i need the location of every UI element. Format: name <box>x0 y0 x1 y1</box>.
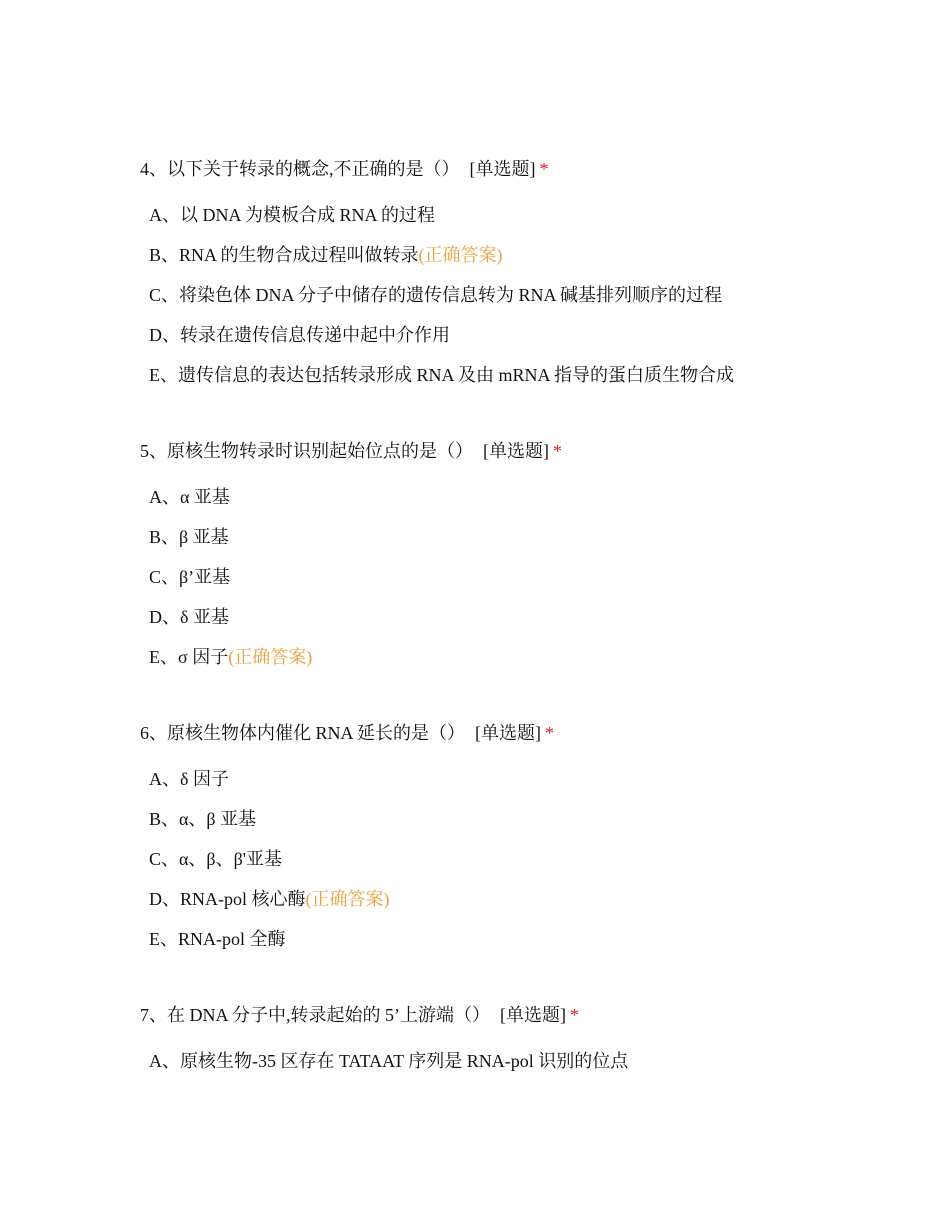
option-item[interactable] <box>140 243 900 267</box>
option-text: A、以 DNA 为模板合成 RNA 的过程 <box>149 205 436 225</box>
question-title <box>140 439 900 463</box>
option-item[interactable] <box>140 323 900 347</box>
option-text: B、RNA 的生物合成过程叫做转录 <box>149 245 419 265</box>
option-item[interactable] <box>140 605 900 629</box>
option-item[interactable] <box>140 203 900 227</box>
option-text: C、β’亚基 <box>149 567 231 587</box>
option-item[interactable] <box>140 565 900 589</box>
required-marker: * <box>545 723 555 743</box>
option-text: B、α、β 亚基 <box>149 809 257 829</box>
question-type-label: [单选题] <box>475 723 542 743</box>
option-text: C、α、β、β'亚基 <box>149 849 282 869</box>
option-text: C、将染色体 DNA 分子中储存的遗传信息转为 RNA 碱基排列顺序的过程 <box>149 285 723 305</box>
option-text: A、δ 因子 <box>149 769 229 789</box>
option-text: D、RNA-pol 核心酶 <box>149 889 306 909</box>
question-4 <box>140 157 900 403</box>
question-6 <box>140 721 900 967</box>
question-type-label: [单选题] <box>500 1005 566 1025</box>
option-list <box>140 1049 900 1073</box>
question-text: 4、以下关于转录的概念,不正确的是（） <box>140 159 460 179</box>
option-text: D、转录在遗传信息传递中起中介作用 <box>149 325 450 345</box>
option-item[interactable] <box>140 525 900 549</box>
question-text: 7、在 DNA 分子中,转录起始的 5’上游端（） <box>140 1005 490 1025</box>
option-text: A、α 亚基 <box>149 487 230 507</box>
option-item[interactable] <box>140 1049 900 1073</box>
required-marker: * <box>539 159 549 179</box>
correct-answer-tag: (正确答案) <box>305 889 390 909</box>
correct-answer-tag: (正确答案) <box>418 245 503 265</box>
option-item[interactable] <box>140 767 900 791</box>
option-list <box>140 767 900 951</box>
option-item[interactable] <box>140 927 900 951</box>
option-text: A、原核生物-35 区存在 TATAAT 序列是 RNA-pol 识别的位点 <box>149 1051 629 1071</box>
option-text: E、σ 因子 <box>149 647 229 667</box>
option-text: E、遗传信息的表达包括转录形成 RNA 及由 mRNA 指导的蛋白质生物合成 <box>149 365 735 385</box>
option-item[interactable] <box>140 807 900 831</box>
question-title <box>140 1003 900 1027</box>
option-text: E、RNA-pol 全酶 <box>149 929 286 949</box>
question-text: 5、原核生物转录时识别起始位点的是（） <box>140 441 473 461</box>
option-item[interactable] <box>140 645 900 669</box>
option-item[interactable] <box>140 283 900 307</box>
question-type-label: [单选题] <box>469 159 536 179</box>
option-text: B、β 亚基 <box>149 527 229 547</box>
option-list <box>140 485 900 669</box>
option-item[interactable] <box>140 485 900 509</box>
option-list <box>140 203 900 387</box>
required-marker: * <box>553 441 562 461</box>
question-title <box>140 721 900 745</box>
question-text: 6、原核生物体内催化 RNA 延长的是（） <box>140 723 466 743</box>
question-5 <box>140 439 900 685</box>
question-type-label: [单选题] <box>483 441 549 461</box>
question-7 <box>140 1003 900 1089</box>
question-title <box>140 157 900 181</box>
option-item[interactable] <box>140 363 900 387</box>
option-item[interactable] <box>140 887 900 911</box>
option-text: D、δ 亚基 <box>149 607 229 627</box>
required-marker: * <box>570 1005 579 1025</box>
option-item[interactable] <box>140 847 900 871</box>
correct-answer-tag: (正确答案) <box>228 647 313 667</box>
